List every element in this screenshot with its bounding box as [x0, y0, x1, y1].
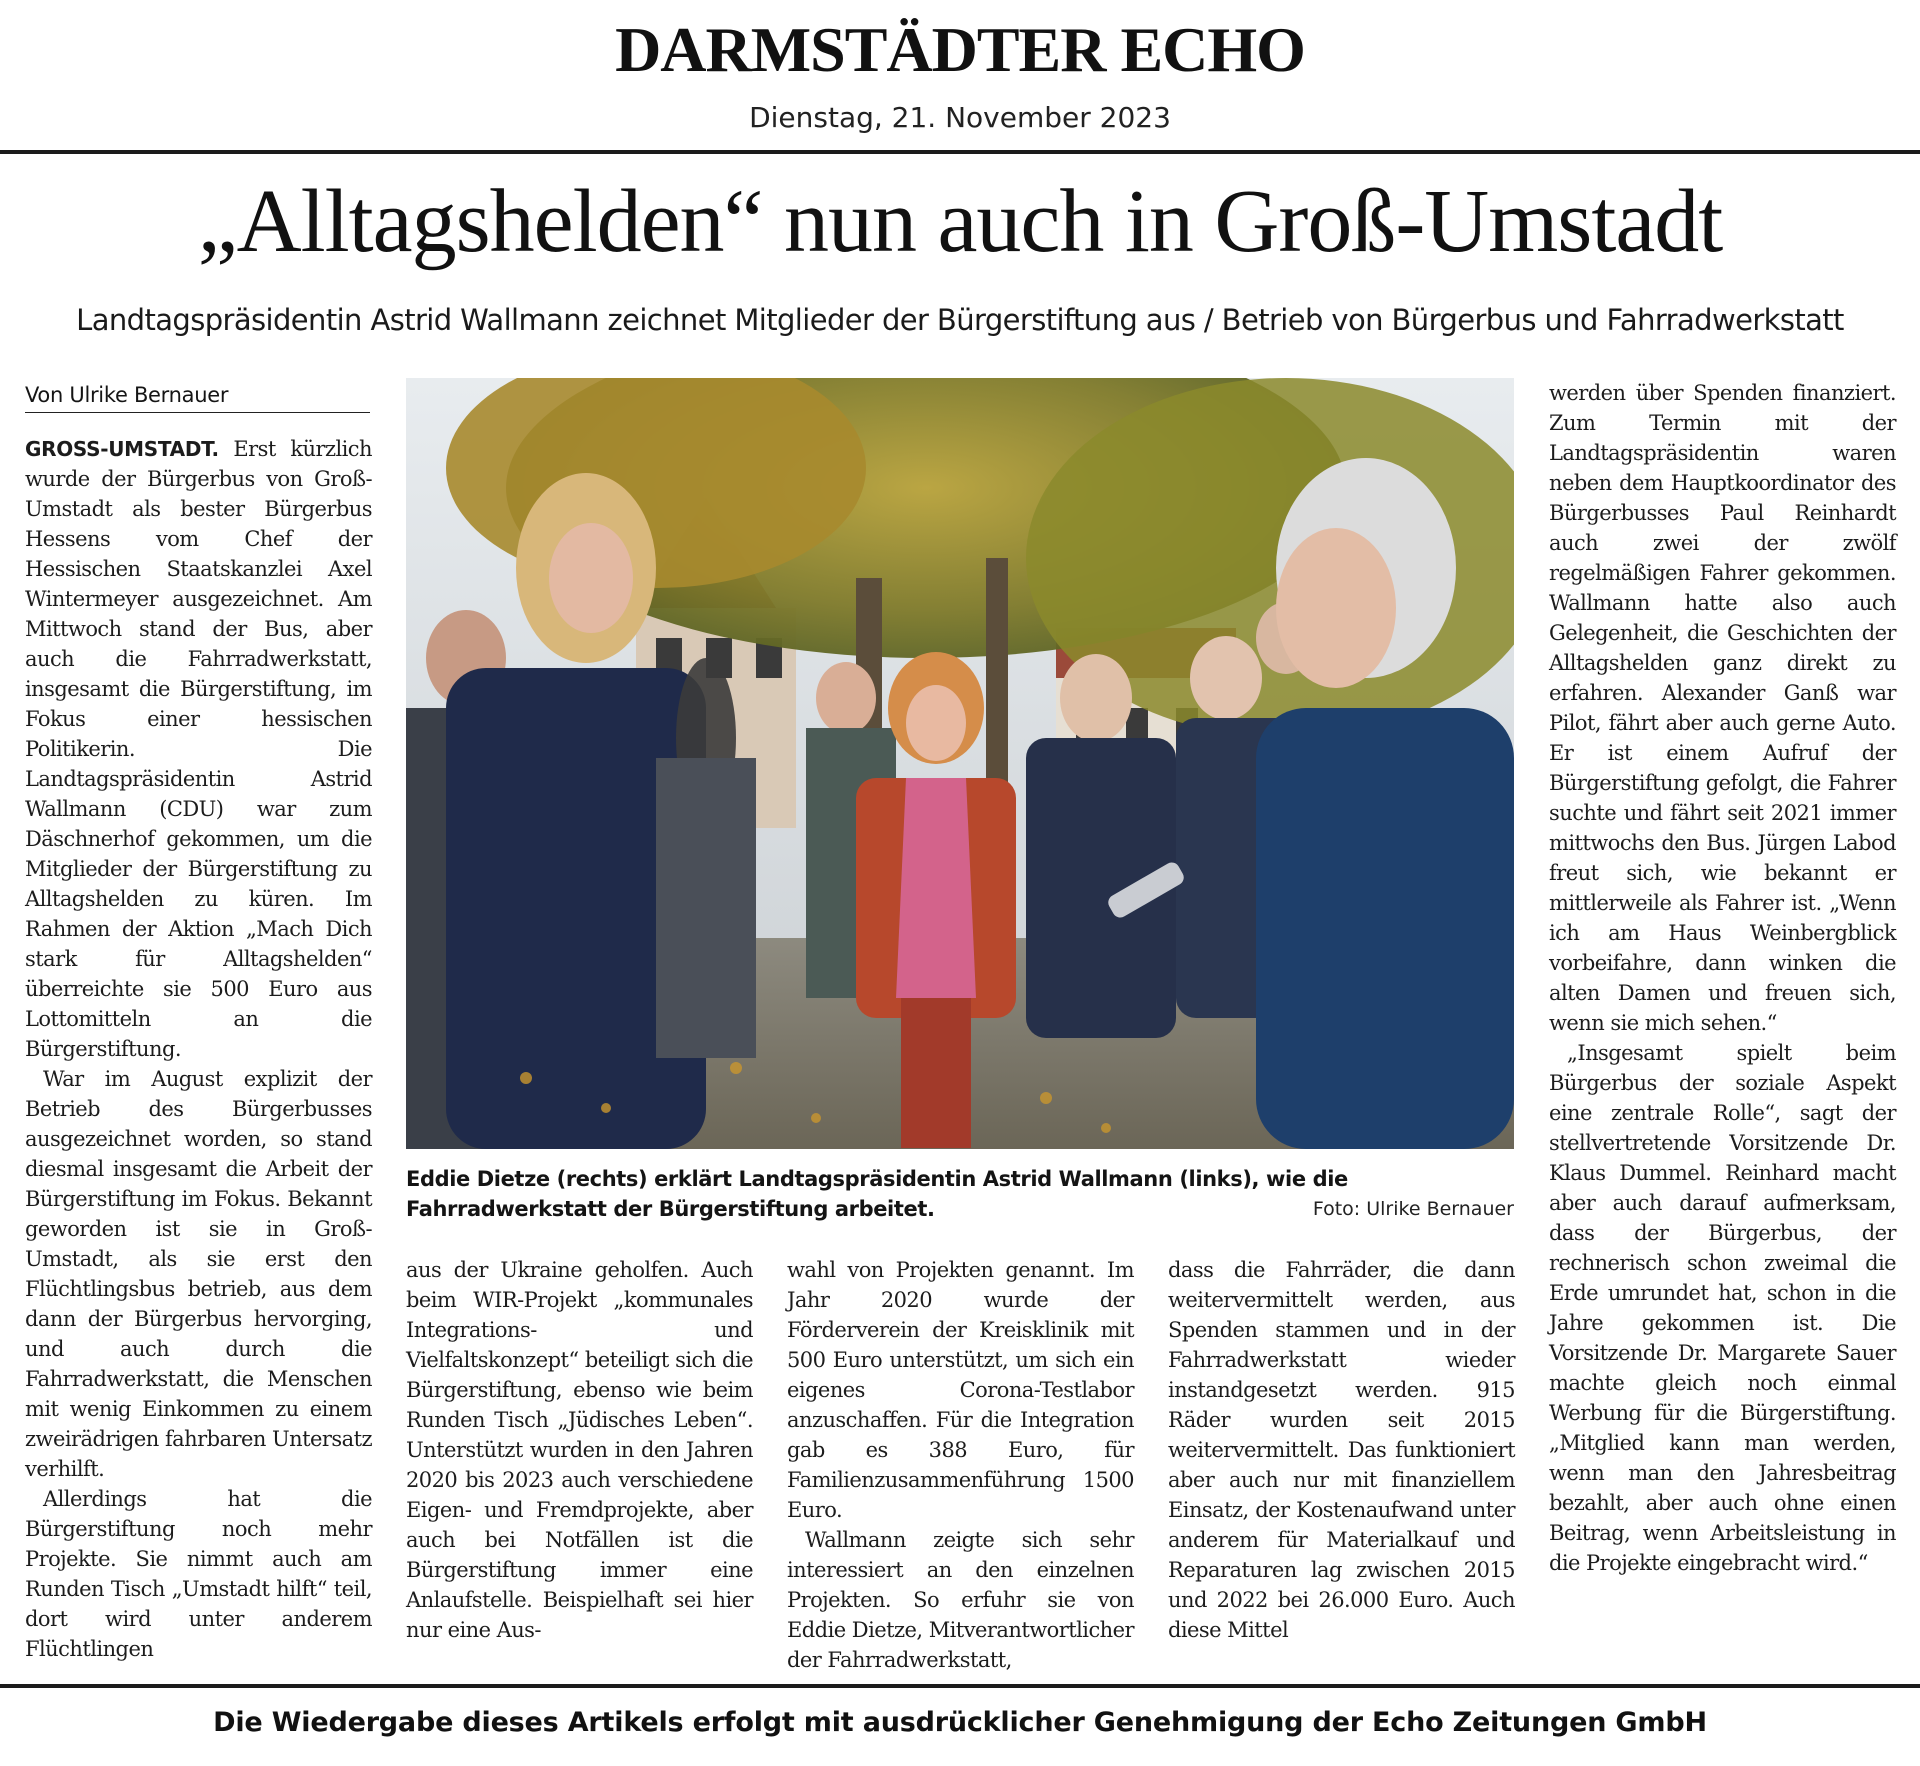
paragraph: aus der Ukraine geholfen. Auch beim WIR-Projekt „kommunales Integrations- und Vielfaltskonzept“ beteiligt sich die Bürgerstiftung, ebenso wie beim Runden Tisch „Jüdisches Leben“. Unterstützt wurden in den Jahren 2020 bis 2023 auch verschiedene Eigen- und Fremdprojekte, aber auch bei Notfällen ist die Bürgerstiftung immer eine Anlaufstelle. Beispielhaft sei hier nur eine Aus- [406, 1258, 753, 1642]
photo-caption: Eddie Dietze (rechts) erklärt Landtagspräsidentin Astrid Wallmann (links), wie die Fahrradwerkstatt der Bürgerstiftung arbeitet. [406, 1167, 1348, 1221]
paragraph-text: Erst kürzlich wurde der Bürgerbus von Groß-Umstadt als bester Bürgerbus Hessens vom Chef der Hessischen Staatskanzlei Axel Wintermeyer ausgezeichnet. Am Mittwoch stand der Bus, aber auch die Fahrradwerkstatt, insgesamt die Bürgerstiftung, im Fokus einer hessischen Politikerin. Die Landtagspräsidentin Astrid Wallmann (CDU) war zum Däschnerhof gekommen, um die Mitglieder der Bürgerstiftung zu Alltagshelden zu küren. Im Rahmen der Aktion „Mach Dich stark für Alltagshelden“ überreichte sie 500 Euro aus Lottomitteln an die Bürgerstiftung. [25, 437, 372, 1061]
paragraph: Wallmann zeigte sich sehr interessiert an den einzelnen Projekten. So erfuhr sie von Eddie Dietze, Mitverantwortlicher der Fahrradwerkstatt, [787, 1528, 1134, 1672]
paragraph [25, 434, 372, 1064]
byline: Von Ulrike Bernauer [25, 380, 370, 413]
article-column-1 [25, 434, 372, 1664]
photo-credit: Foto: Ulrike Bernauer [1312, 1198, 1514, 1220]
reprint-notice: Die Wiedergabe dieses Artikels erfolgt mit ausdrücklicher Genehmigung der Echo Zeitungen GmbH [213, 1707, 1707, 1738]
paragraph: dass die Fahrräder, die dann weitervermittelt werden, aus Spenden stammen und in der Fahrradwerkstatt wieder instandgesetzt werden. 915 Räder wurden seit 2015 weitervermittelt. Das funktioniert aber auch nur mit finanziellem Einsatz, der Kostenaufwand unter anderem für Materialkauf und Reparaturen lag zwischen 2015 und 2022 bei 26.000 Euro. Auch diese Mittel [1168, 1258, 1515, 1642]
paragraph: „Insgesamt spielt beim Bürgerbus der soziale Aspekt eine zentrale Rolle“, sagt der stellvertretende Vorsitzende Dr. Klaus Dummel. Reinhard macht aber auch darauf aufmerksam, dass der Bürgerbus, der rechnerisch schon zweimal die Erde umrundet hat, schon in die Jahre gekommen ist. Die Vorsitzende Dr. Margarete Sauer machte gleich noch einmal Werbung für die Bürgerstiftung. „Mitglied kann man werden, wenn man den Jahresbeitrag bezahlt, aber auch ohne einen Beitrag, wenn Arbeitsleistung in die Projekte eingebracht wird.“ [1549, 1041, 1896, 1575]
photo-illustration [406, 378, 1514, 1149]
article-column-5 [1549, 378, 1896, 1578]
article-headline: „Alltagshelden“ nun auch in Groß-Umstadt [197, 172, 1723, 271]
paragraph: werden über Spenden finanziert. Zum Termin mit der Landtagspräsidentin waren neben dem Hauptkoordinator des Bürgerbusses Paul Reinhardt auch zwei der zwölf regelmäßigen Fahrer gekommen. Wallmann hatte also auch Gelegenheit, die Geschichten der Alltagshelden ganz direkt zu erfahren. Alexander Ganß war Pilot, fährt aber auch gerne Auto. Er ist einem Aufruf der Bürgerstiftung gefolgt, die Fahrer suchte und fährt seit 2021 immer mittwochs den Bus. Jürgen Labod freut sich, wie bekannt er mittlerweile als Fahrer ist. „Wenn ich am Haus Weinbergblick vorbeifahre, dann winken die alten Damen und freuen sich, wenn sie mich sehen.“ [1549, 381, 1896, 1035]
dateline-location: GROSS-UMSTADT. [25, 437, 219, 461]
article-column-2 [406, 1255, 753, 1645]
article-column-3 [787, 1255, 1134, 1675]
article-photo [406, 378, 1514, 1149]
article-column-4 [1168, 1255, 1515, 1645]
publication-date: Dienstag, 21. November 2023 [749, 101, 1171, 134]
paragraph: Allerdings hat die Bürgerstiftung noch mehr Projekte. Sie nimmt auch am Runden Tisch „Umstadt hilft“ teil, dort wird unter anderem Flüchtlingen [25, 1487, 372, 1661]
paragraph: wahl von Projekten genannt. Im Jahr 2020 wurde der Förderverein der Kreisklinik mit 500 Euro unterstützt, um sich ein eigenes Corona-Testlabor anzuschaffen. Für die Integration gab es 388 Euro, für Familienzusammenführung 1500 Euro. [787, 1258, 1134, 1522]
masthead: DARMSTÄDTER ECHO [615, 14, 1305, 85]
header-rule [0, 150, 1920, 154]
footer-rule [0, 1684, 1920, 1688]
paragraph: War im August explizit der Betrieb des Bürgerbusses ausgezeichnet worden, so stand diesmal insgesamt die Arbeit der Bürgerstiftung im Fokus. Bekannt geworden ist sie in Groß-Umstadt, als sie erst den Flüchtlingsbus betrieb, aus dem dann der Bürgerbus hervorging, und auch durch die Fahrradwerkstatt, die Menschen mit wenig Einkommen zu einem zweirädrigen fahrbaren Untersatz verhilft. [25, 1067, 372, 1481]
article-subheadline: Landtagspräsidentin Astrid Wallmann zeichnet Mitglieder der Bürgerstiftung aus / Betrieb von Bürgerbus und Fahrradwerkstatt [76, 303, 1844, 337]
